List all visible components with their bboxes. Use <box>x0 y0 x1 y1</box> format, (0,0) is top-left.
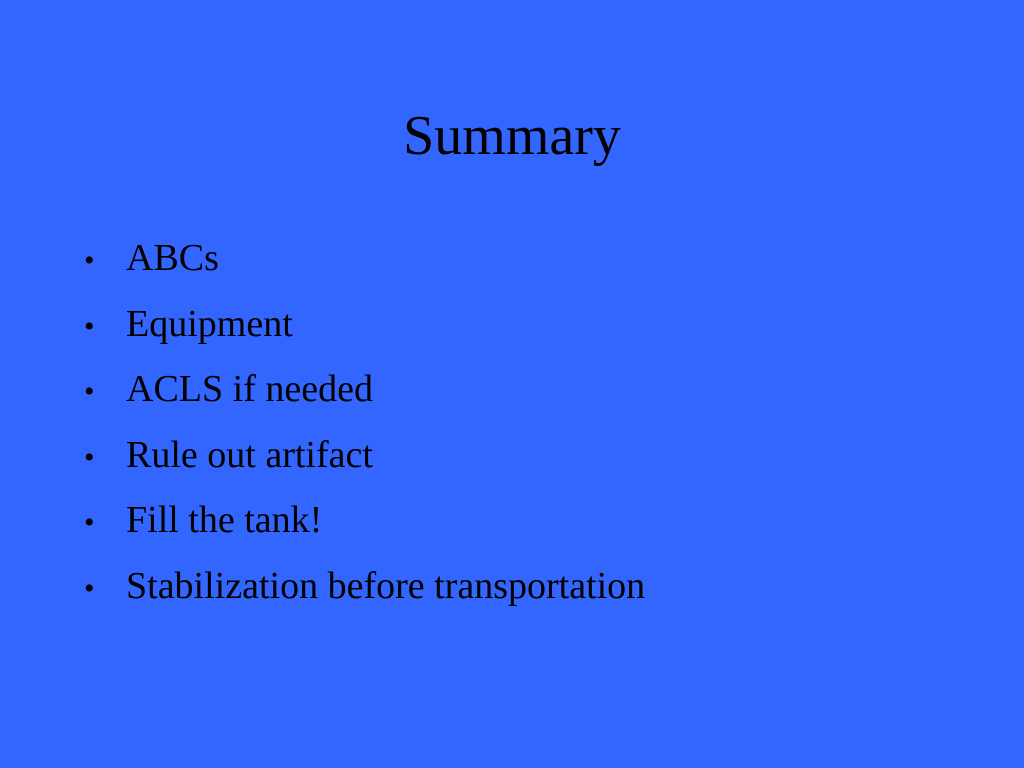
bullet-item <box>84 357 645 423</box>
bullet-item <box>84 423 645 489</box>
bullet-text: Stabilization before transportation <box>126 564 646 607</box>
bullet-item <box>84 226 645 292</box>
bullet-item <box>84 488 645 554</box>
slide-title: Summary <box>403 105 621 167</box>
bullet-text: Rule out artifact <box>126 433 373 476</box>
bullet-text: Equipment <box>126 302 293 345</box>
bullet-icon: • <box>84 571 95 605</box>
bullet-list <box>84 226 645 619</box>
bullet-text: ACLS if needed <box>126 368 373 410</box>
bullet-icon: • <box>84 309 95 343</box>
bullet-icon: • <box>84 506 95 539</box>
bullet-icon: • <box>84 244 95 277</box>
bullet-item <box>84 554 645 620</box>
bullet-text: Fill the tank! <box>126 499 323 541</box>
bullet-text: ABCs <box>126 237 219 279</box>
bullet-item <box>84 292 645 358</box>
bullet-icon: • <box>84 440 95 474</box>
bullet-icon: • <box>84 375 95 408</box>
